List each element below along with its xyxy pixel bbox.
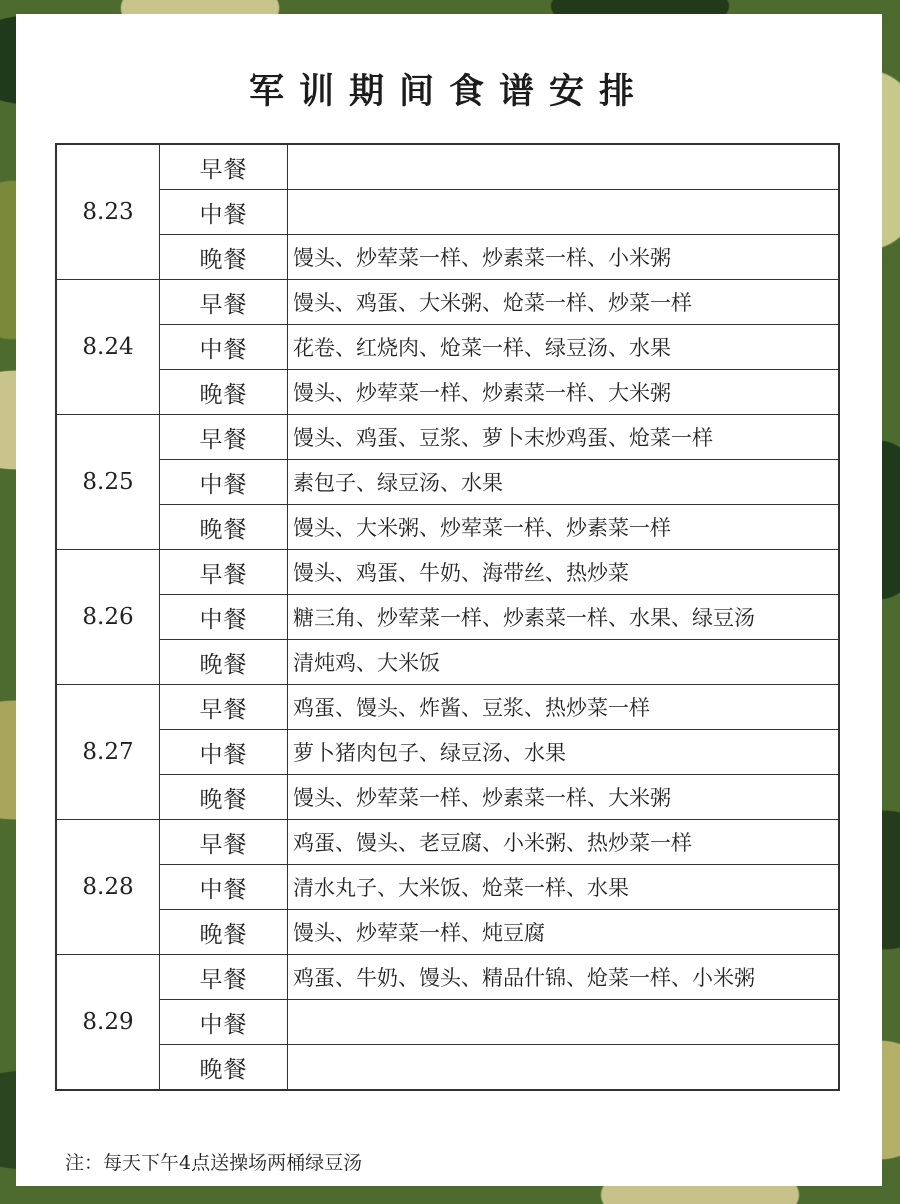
- menu-cell: 清炖鸡、大米饭: [288, 640, 840, 685]
- meal-cell: 早餐: [160, 144, 288, 190]
- menu-cell: 馒头、大米粥、炒荤菜一样、炒素菜一样: [288, 505, 840, 550]
- table-row: [56, 820, 839, 865]
- meal-cell: 晚餐: [160, 1045, 288, 1091]
- table-row: [56, 550, 839, 595]
- table-row: [56, 730, 839, 775]
- table-row: [56, 144, 839, 190]
- date-cell: 8.23: [56, 144, 160, 280]
- meal-cell: 中餐: [160, 730, 288, 775]
- table-row: [56, 190, 839, 235]
- table-row: [56, 685, 839, 730]
- meal-cell: 早餐: [160, 415, 288, 460]
- menu-cell: 馒头、鸡蛋、豆浆、萝卜末炒鸡蛋、炝菜一样: [288, 415, 840, 460]
- menu-cell: 糖三角、炒荤菜一样、炒素菜一样、水果、绿豆汤: [288, 595, 840, 640]
- menu-cell: 鸡蛋、馒头、炸酱、豆浆、热炒菜一样: [288, 685, 840, 730]
- meal-cell: 早餐: [160, 685, 288, 730]
- table-row: [56, 640, 839, 685]
- page-title: 军训期间食谱安排: [248, 72, 649, 112]
- meal-cell: 早餐: [160, 280, 288, 325]
- menu-cell: 萝卜猪肉包子、绿豆汤、水果: [288, 730, 840, 775]
- menu-cell: [288, 190, 840, 235]
- meal-cell: 中餐: [160, 1000, 288, 1045]
- meal-cell: 早餐: [160, 550, 288, 595]
- menu-cell: 馒头、炒荤菜一样、炒素菜一样、大米粥: [288, 775, 840, 820]
- menu-cell: 馒头、鸡蛋、牛奶、海带丝、热炒菜: [288, 550, 840, 595]
- menu-cell: 清水丸子、大米饭、炝菜一样、水果: [288, 865, 840, 910]
- meal-cell: 中餐: [160, 865, 288, 910]
- menu-cell: [288, 1000, 840, 1045]
- meal-cell: 早餐: [160, 955, 288, 1000]
- menu-cell: 馒头、炒荤菜一样、炒素菜一样、小米粥: [288, 235, 840, 280]
- table-row: [56, 865, 839, 910]
- table-row: [56, 370, 839, 415]
- meal-cell: 晚餐: [160, 640, 288, 685]
- menu-cell: 馒头、鸡蛋、大米粥、炝菜一样、炒菜一样: [288, 280, 840, 325]
- table-row: [56, 235, 839, 280]
- menu-cell: 花卷、红烧肉、炝菜一样、绿豆汤、水果: [288, 325, 840, 370]
- table-row: [56, 1045, 839, 1091]
- meal-cell: 晚餐: [160, 910, 288, 955]
- table-row: [56, 775, 839, 820]
- date-cell: 8.29: [56, 955, 160, 1091]
- menu-cell: [288, 144, 840, 190]
- date-cell: 8.27: [56, 685, 160, 820]
- table-row: [56, 505, 839, 550]
- table-row: [56, 1000, 839, 1045]
- meal-cell: 中餐: [160, 325, 288, 370]
- table-row: [56, 325, 839, 370]
- date-cell: 8.26: [56, 550, 160, 685]
- date-cell: 8.25: [56, 415, 160, 550]
- meal-cell: 晚餐: [160, 235, 288, 280]
- menu-cell: 鸡蛋、馒头、老豆腐、小米粥、热炒菜一样: [288, 820, 840, 865]
- meal-cell: 早餐: [160, 820, 288, 865]
- date-cell: 8.28: [56, 820, 160, 955]
- menu-cell: [288, 1045, 840, 1091]
- meal-cell: 晚餐: [160, 775, 288, 820]
- meal-cell: 晚餐: [160, 505, 288, 550]
- meal-cell: 中餐: [160, 190, 288, 235]
- menu-table-body: [56, 144, 839, 1090]
- table-row: [56, 280, 839, 325]
- table-row: [56, 955, 839, 1000]
- date-cell: 8.24: [56, 280, 160, 415]
- footnote: 注：每天下午4点送操场两桶绿豆汤: [65, 1152, 363, 1174]
- menu-table: [55, 143, 840, 1091]
- menu-cell: 馒头、炒荤菜一样、炖豆腐: [288, 910, 840, 955]
- meal-cell: 中餐: [160, 460, 288, 505]
- menu-cell: 馒头、炒荤菜一样、炒素菜一样、大米粥: [288, 370, 840, 415]
- menu-cell: 素包子、绿豆汤、水果: [288, 460, 840, 505]
- table-row: [56, 460, 839, 505]
- meal-cell: 中餐: [160, 595, 288, 640]
- meal-cell: 晚餐: [160, 370, 288, 415]
- menu-cell: 鸡蛋、牛奶、馒头、精品什锦、炝菜一样、小米粥: [288, 955, 840, 1000]
- table-row: [56, 910, 839, 955]
- menu-sheet: [16, 14, 882, 1186]
- table-row: [56, 415, 839, 460]
- table-row: [56, 595, 839, 640]
